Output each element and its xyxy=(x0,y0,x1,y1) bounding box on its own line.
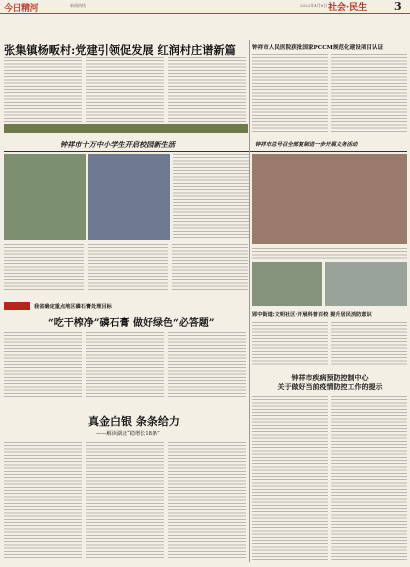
school-text-col2 xyxy=(88,244,168,292)
page-number: 3 xyxy=(394,0,402,13)
masthead-meta: 新闻热线 xyxy=(70,3,86,8)
story4-headline: 真金白银 条条给力 xyxy=(88,415,180,428)
story6-text-col2 xyxy=(331,396,407,560)
story3-headline: “吃干榨净”磷石膏 做好绿色“必答题” xyxy=(48,318,215,329)
column-divider xyxy=(249,40,250,562)
story1-text-col2 xyxy=(86,57,164,123)
banner1-title: 钟祥市十万中小学生开启校园新生活 xyxy=(60,140,176,149)
story5-photo-right xyxy=(325,262,407,306)
volunteer-photo xyxy=(252,154,407,244)
story4-text-col2 xyxy=(86,442,164,560)
story3-text-col1 xyxy=(4,332,82,398)
issue-date: 2022年4月8日 xyxy=(300,3,328,8)
newspaper-logo: 今日精河 xyxy=(4,4,39,14)
story4-text-col1 xyxy=(4,442,82,560)
story4-text-col3 xyxy=(168,442,246,560)
story1-headline: 张集镇杨畈村:党建引领促发展 红润村庄谱新篇 xyxy=(4,43,236,57)
story3-kicker: 我省确定重点地区磷石膏处理目标 xyxy=(34,304,112,310)
story1-photo xyxy=(4,124,248,133)
story2-text-col2 xyxy=(331,54,407,132)
story5-text-col2 xyxy=(331,322,407,366)
school-text-col3 xyxy=(172,244,248,292)
section-name: 社会·民生 xyxy=(328,3,368,13)
story5-text-col1 xyxy=(252,322,328,366)
story2-headline: 钟祥市人民医院获批国家PCCM规范化建设项目认证 xyxy=(252,45,384,51)
banner1-text xyxy=(173,154,249,240)
banner2-text xyxy=(252,248,407,260)
story3-text-col2 xyxy=(86,332,164,398)
school-text-col1 xyxy=(4,244,84,292)
banner2-title: 钟祥市总号召全部复制进一步开展义务活动 xyxy=(255,142,358,148)
story4-subhead: ——解读湖北“稳增长18条” xyxy=(96,431,160,437)
story3-tag xyxy=(4,302,30,310)
story5-headline: 郢中街道:文明社区·开展科普百校 提升居民消防意识 xyxy=(252,312,372,318)
story1-text-col1 xyxy=(4,57,82,123)
story6-headline: 钟祥市疾病预防控制中心 关于做好当前疫情防控工作的提示 xyxy=(277,373,383,391)
story5-photo-left xyxy=(252,262,322,306)
story3-text-col3 xyxy=(168,332,246,398)
story2-text-col1 xyxy=(252,54,328,132)
banner-rule xyxy=(4,151,407,152)
school-photo xyxy=(4,154,86,240)
classroom-photo xyxy=(88,154,170,240)
story1-text-col3 xyxy=(168,57,246,123)
story6-text-col1 xyxy=(252,396,328,560)
